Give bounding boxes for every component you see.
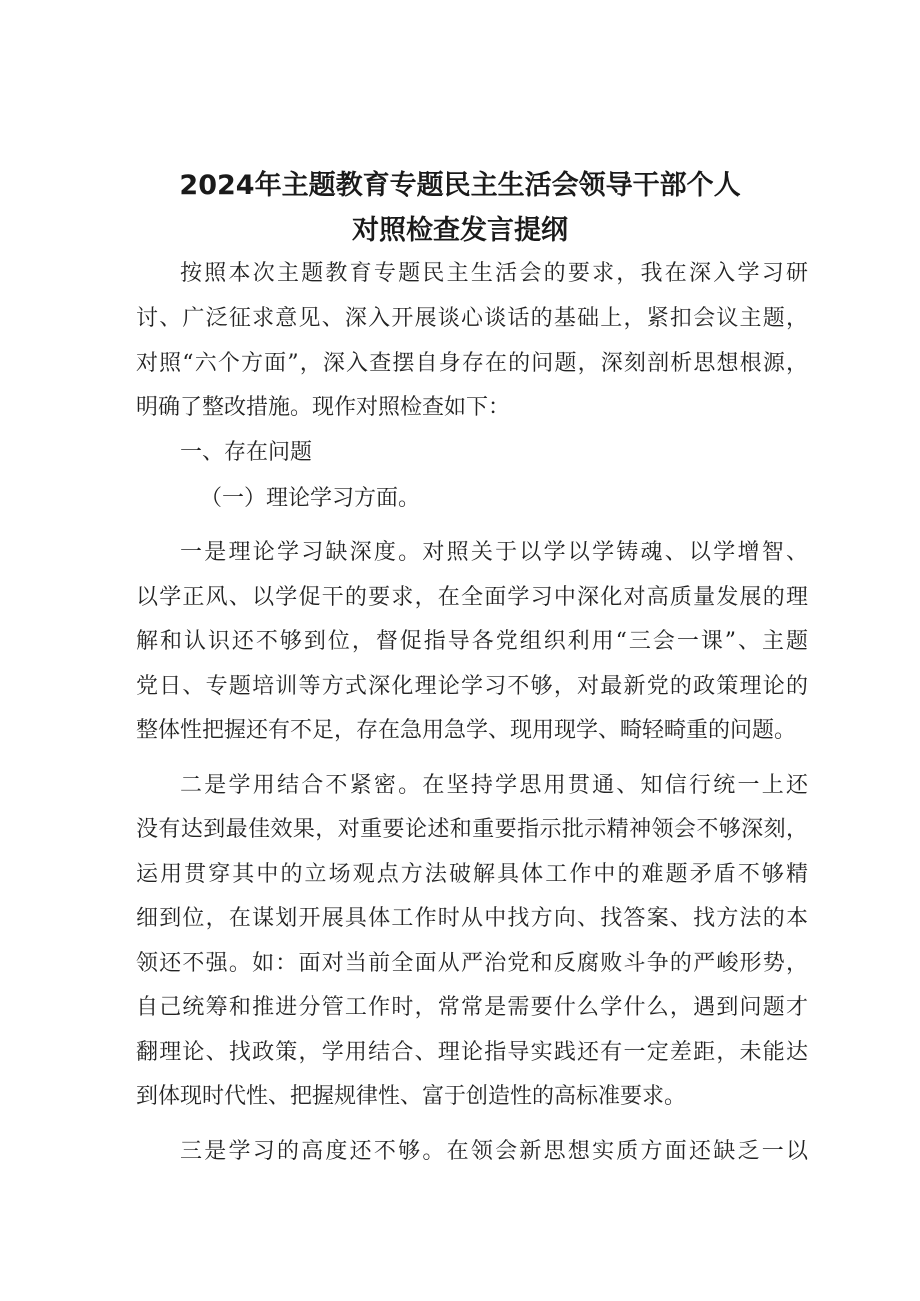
paragraph-line: 自己统筹和推进分管工作时，常常是需要什么学什么，遇到问题才 [136, 995, 808, 1020]
intro-line: 讨、广泛征求意见、深入开展谈心谈话的基础上，紧扣会议主题， [136, 306, 808, 331]
document-title-line-1: 2024年主题教育专题民主生活会领导干部个人 [179, 170, 741, 201]
intro-line: 对照“六个方面”，深入查摆自身存在的问题，深刻剖析思想根源， [136, 351, 808, 376]
section-heading: 一、存在问题 [180, 440, 313, 465]
paragraph-line: 三是学习的高度还不够。在领会新思想实质方面还缺乏一以 [180, 1139, 808, 1164]
paragraph-line: 一是理论学习缺深度。对照关于以学以学铸魂、以学增智、 [180, 540, 808, 565]
intro-line: 按照本次主题教育专题民主生活会的要求，我在深入学习研 [180, 261, 808, 286]
paragraph-line: 党日、专题培训等方式深化理论学习不够，对最新党的政策理论的 [136, 674, 808, 699]
paragraph-line: 到体现时代性、把握规律性、富于创造性的高标准要求。 [136, 1084, 687, 1109]
paragraph-line: 运用贯穿其中的立场观点方法破解具体工作中的难题矛盾不够精 [136, 862, 808, 887]
paragraph-line: 领还不强。如：面对当前全面从严治党和反腐败斗争的严峻形势， [136, 951, 808, 976]
subsection-heading: （一）理论学习方面。 [200, 486, 421, 511]
paragraph-line: 二是学用结合不紧密。在坚持学思用贯通、知信行统一上还 [180, 773, 808, 798]
paragraph-line: 翻理论、找政策，学用结合、理论指导实践还有一定差距，未能达 [136, 1040, 808, 1065]
paragraph-line: 以学正风、以学促干的要求，在全面学习中深化对高质量发展的理 [136, 585, 808, 610]
paragraph-line: 细到位，在谋划开展具体工作时从中找方向、找答案、找方法的本 [136, 906, 808, 931]
paragraph-line: 解和认识还不够到位，督促指导各党组织利用“三会一课”、主题 [136, 629, 808, 654]
intro-line: 明确了整改措施。现作对照检查如下： [136, 395, 511, 420]
paragraph-line: 没有达到最佳效果，对重要论述和重要指示批示精神领会不够深刻， [136, 817, 808, 842]
document-title-line-2: 对照检查发言提纲 [352, 215, 568, 246]
paragraph-line: 整体性把握还有不足，存在急用急学、现用现学、畸轻畸重的问题。 [136, 718, 797, 743]
